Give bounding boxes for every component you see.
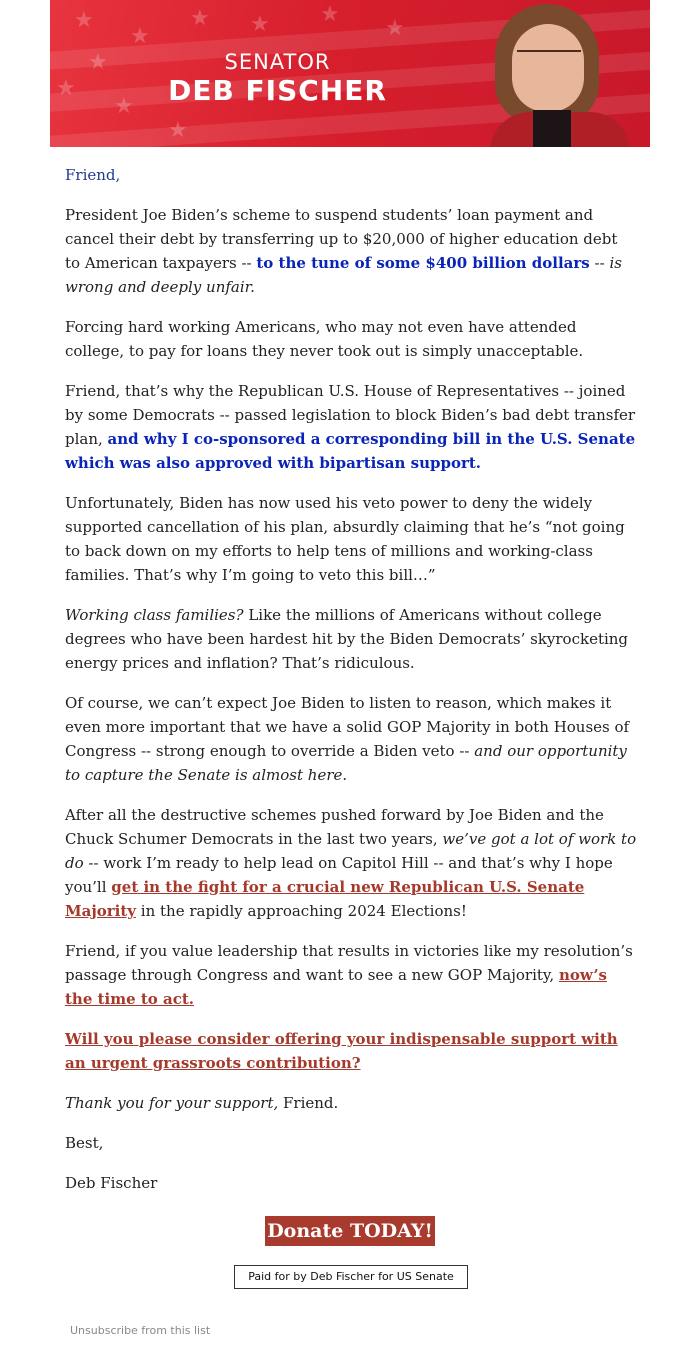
paragraph-4: Unfortunately, Biden has now used his veto power to deny the widely supported cancellation of his plan, absurdly claiming that he’s “not going to back down on my efforts to help tens of millions and working-class families. That’s why I’m going to veto this bill…”: [65, 494, 625, 584]
p7-emphasis: we’ve got a lot of work to do: [65, 830, 637, 872]
portrait-glasses: [517, 50, 581, 68]
banner-title: [150, 50, 405, 108]
paragraph-6: [65, 691, 637, 787]
star-icon: ★: [88, 50, 108, 75]
donate-row: [0, 1216, 700, 1246]
email-body: [65, 163, 637, 1211]
paragraph-5: [65, 603, 637, 675]
unsubscribe-link[interactable]: Unsubscribe from this list: [70, 1324, 211, 1337]
p5-emphasis: Working class families?: [65, 606, 244, 624]
star-icon: ★: [74, 8, 94, 33]
signature: Deb Fischer: [65, 1174, 158, 1192]
star-icon: ★: [385, 16, 405, 41]
paragraph-2: Forcing hard working Americans, who may not even have attended college, to pay for loans they never took out is simply unacceptable.: [65, 318, 584, 360]
p1-text: President Joe Biden’s scheme to suspend students’ loan payment and cancel their debt by transferring up to $20,000 of higher education debt to American taxpayers --: [65, 206, 618, 272]
star-icon: ★: [56, 76, 76, 101]
p3-text: Friend, that’s why the Republican U.S. House of Representatives -- joined by some Democrats -- passed legislation to block Biden’s bad debt transfer plan,: [65, 382, 636, 448]
paid-for-disclaimer: Paid for by Deb Fischer for US Senate: [234, 1265, 468, 1289]
banner-title-line1: SENATOR: [224, 50, 331, 74]
senator-portrait: [455, 0, 650, 147]
star-icon: ★: [114, 94, 134, 119]
p8-text: Friend, if you value leadership that results in victories like my resolution’s passage through Congress and want to see a new GOP Majority,: [65, 942, 633, 984]
paragraph-3: [65, 379, 637, 475]
p7-text-a: After all the destructive schemes pushed forward by Joe Biden and the Chuck Schumer Democrats in the last two years,: [65, 806, 604, 848]
portrait-collar: [533, 110, 571, 147]
star-icon: ★: [250, 12, 270, 37]
star-icon: ★: [320, 2, 340, 27]
paragraph-10: [65, 1091, 637, 1115]
salutation: Friend,: [65, 166, 121, 184]
p10-text: Friend.: [278, 1094, 339, 1112]
p6-text: Of course, we can’t expect Joe Biden to listen to reason, which makes it even more important that we have a solid GOP Majority in both Houses of Congress -- strong enough to override a Biden veto --: [65, 694, 630, 760]
star-icon: ★: [168, 118, 188, 143]
contribution-link[interactable]: Will you please consider offering your indispensable support with an urgent grassroots contribution?: [65, 1030, 618, 1072]
p1-emphasis: is wrong and deeply unfair.: [65, 254, 622, 296]
senate-majority-link[interactable]: get in the fight for a crucial new Republican U.S. Senate Majority: [65, 878, 585, 920]
p1-sep: --: [589, 254, 610, 272]
paragraph-7: [65, 803, 637, 923]
p3-highlight: and why I co-sponsored a corresponding bill in the U.S. Senate which was also approved with bipartisan support.: [65, 430, 636, 472]
paragraph-1: [65, 203, 637, 299]
p5-text: Like the millions of Americans without college degrees who have been hardest hit by the Biden Democrats’ skyrocketing energy prices and inflation? That’s ridiculous.: [65, 606, 629, 672]
paragraph-8: [65, 939, 637, 1011]
p10-emphasis: Thank you for your support,: [65, 1094, 279, 1112]
p7-text-d: in the rapidly approaching 2024 Elections!: [136, 902, 467, 920]
closing: Best,: [65, 1134, 104, 1152]
p6-emphasis: and our opportunity to capture the Senate is almost here.: [65, 742, 627, 784]
paragraph-9: [65, 1027, 637, 1075]
header-banner: [50, 0, 650, 147]
portrait-face: [512, 24, 584, 112]
donate-button[interactable]: Donate TODAY!: [265, 1216, 435, 1246]
p7-text-c: -- work I’m ready to help lead on Capitol Hill -- and that’s why I hope you’ll: [65, 854, 613, 896]
banner-title-line2: DEB FISCHER: [168, 74, 387, 107]
star-icon: ★: [130, 24, 150, 49]
p1-highlight: to the tune of some $400 billion dollars: [256, 254, 590, 272]
star-icon: ★: [190, 6, 210, 31]
time-to-act-link[interactable]: now’s the time to act.: [65, 966, 607, 1008]
